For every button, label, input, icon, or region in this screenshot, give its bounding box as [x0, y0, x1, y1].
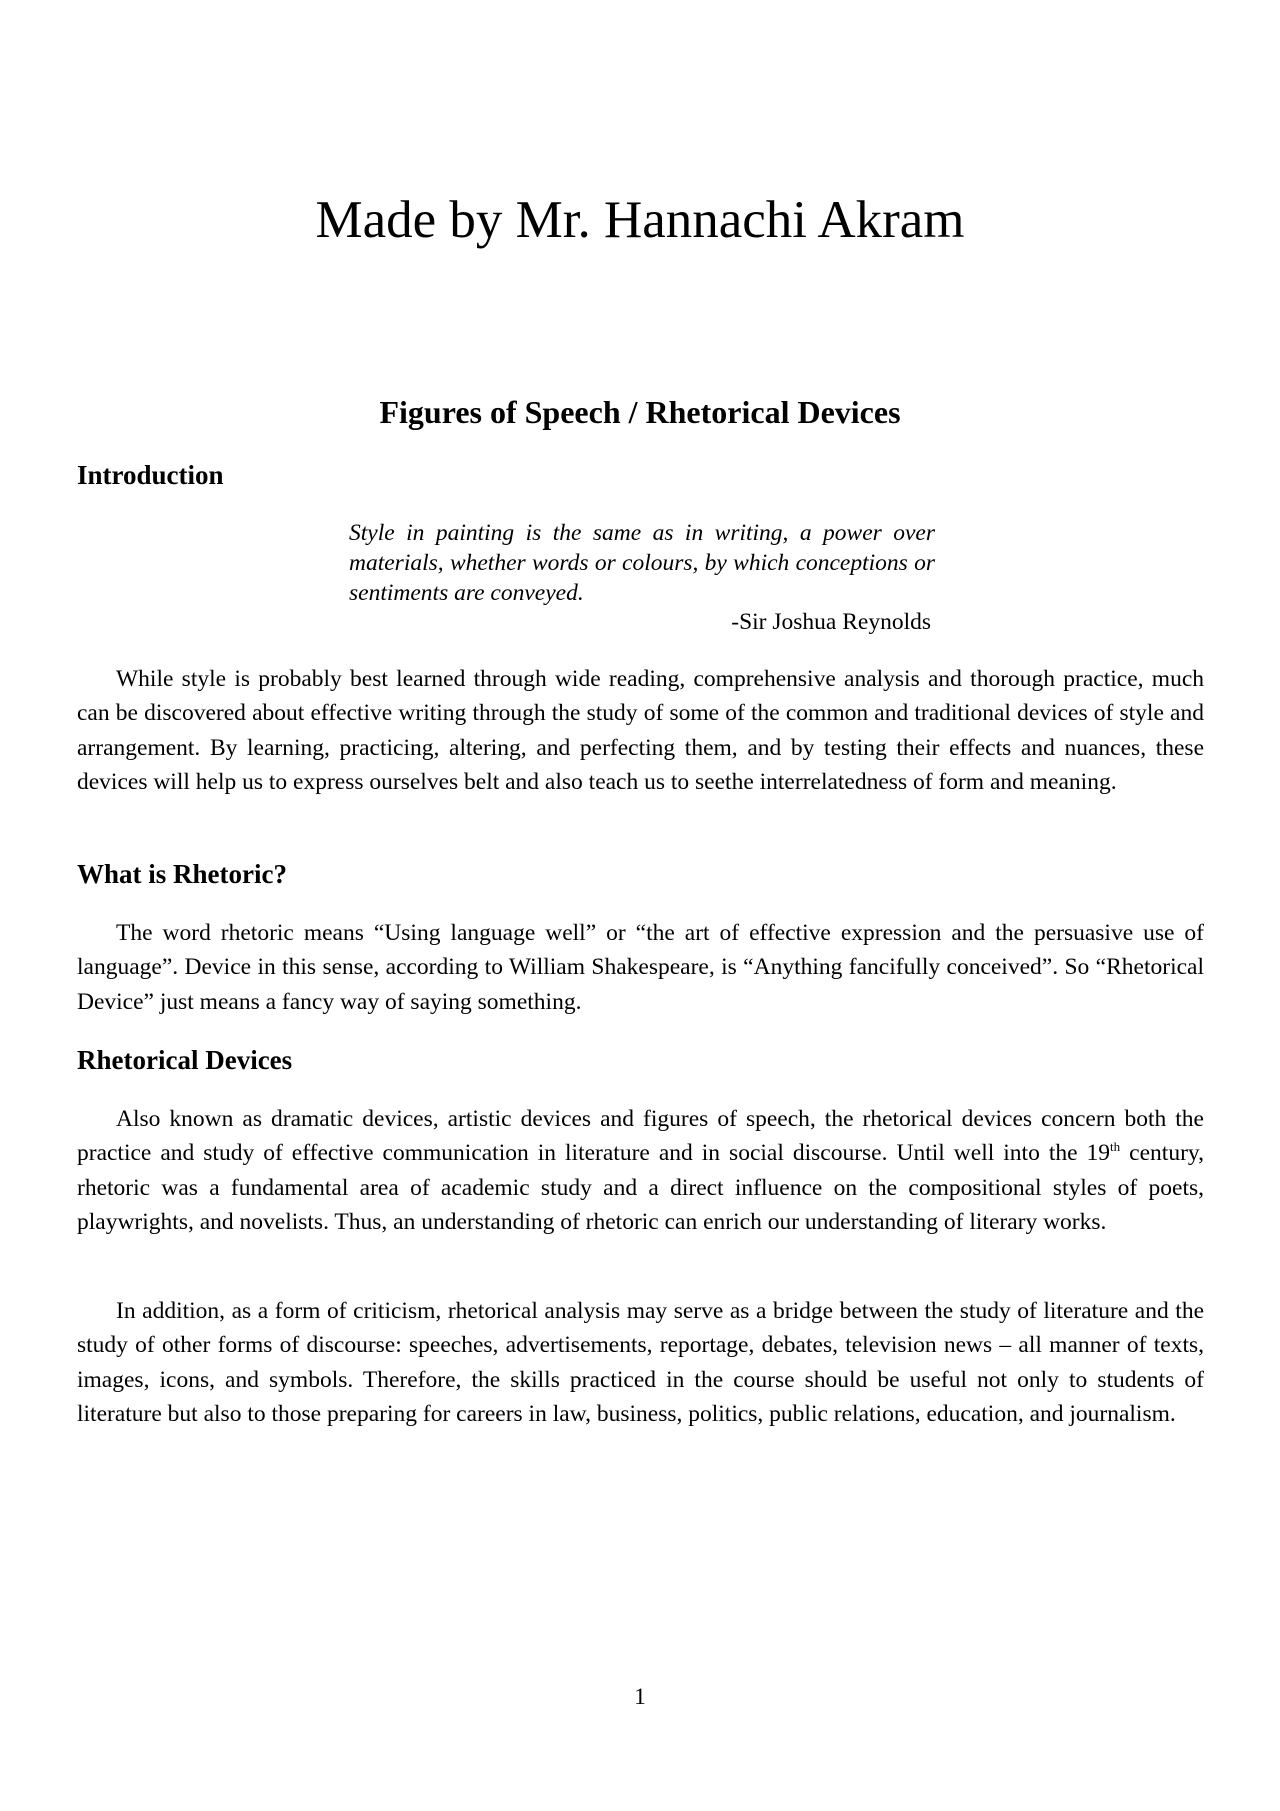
heading-introduction: Introduction [77, 460, 224, 490]
document-title: Figures of Speech / Rhetorical Devices [379, 394, 901, 430]
paragraph-text-start: Also known as dramatic devices, artistic devices and figures of speech, the rhetorical devices concern both the practice and study of effective communication in literature and in social discourse. Until well into the 19 [77, 1106, 1204, 1167]
paragraph-text-end: century, rhetoric was a fundamental area of academic study and a direct influence on the compositional styles of poets, playwrights, and novelists. Thus, an understanding of rhetoric can enrich our understanding of literary works. [77, 1140, 1204, 1235]
introduction-paragraph: While style is probably best learned through wide reading, comprehensive analysis and thorough practice, much can be discovered about effective writing through the study of some of the common and traditional devices of style and arrangement. By learning, practicing, altering, and perfecting them, and by testing their effects and nuances, these devices will help us to express ourselves belt and also teach us to seethe interrelatedness of form and meaning. [77, 666, 1204, 795]
what-is-rhetoric-paragraph: The word rhetoric means “Using language well” or “the art of effective expression and the persuasive use of language”. Device in this sense, according to William Shakespeare, is “Anything fancifully conceived”. So “Rhetorical Device” just means a fancy way of saying something. [77, 920, 1204, 1015]
rhetorical-devices-paragraph-1 [77, 1102, 1204, 1239]
quote-attribution: -Sir Joshua Reynolds [731, 609, 931, 635]
ordinal-superscript: th [1110, 1139, 1121, 1155]
page-number: 1 [634, 1684, 646, 1710]
epigraph-quote: Style in painting is the same as in writing, a power over materials, whether words or colours, by which conceptions or sentiments are conveyed. [349, 520, 935, 606]
heading-rhetorical-devices: Rhetorical Devices [77, 1045, 293, 1075]
heading-what-is-rhetoric: What is Rhetoric? [77, 859, 287, 889]
rhetorical-devices-paragraph-2: In addition, as a form of criticism, rhetorical analysis may serve as a bridge between the study of literature and the study of other forms of discourse: speeches, advertisements, reportage, debates, television news – all manner of texts, images, icons, and symbols. Therefore, the skills practiced in the course should be useful not only to students of literature but also to those preparing for careers in law, business, politics, public relations, education, and journalism. [77, 1298, 1204, 1427]
author-line: Made by Mr. Hannachi Akram [315, 191, 965, 249]
